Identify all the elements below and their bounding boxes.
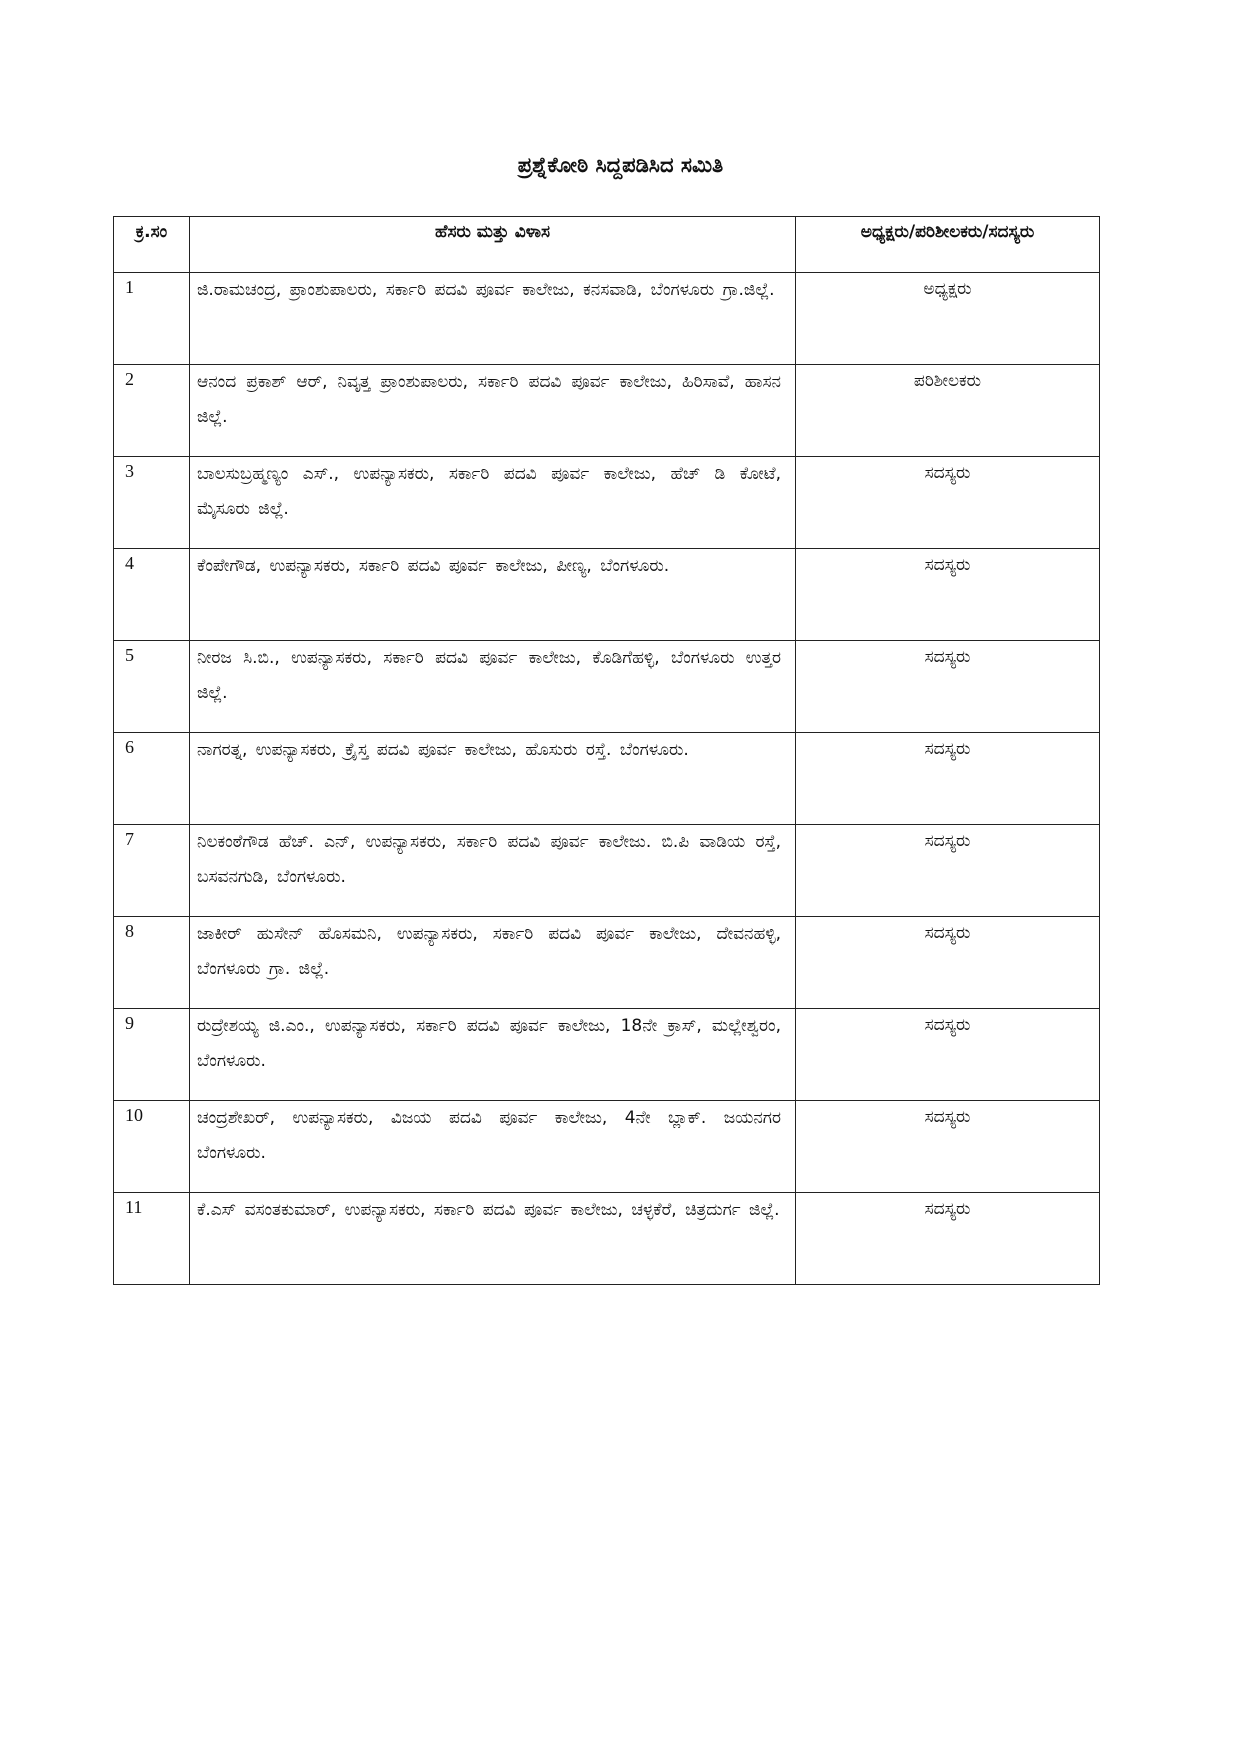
name-address-cell: ಕೆಂಪೇಗೌಡ, ಉಪನ್ಯಾಸಕರು, ಸರ್ಕಾರಿ ಪದವಿ ಪೂರ್ವ ಕಾಲೇಜು, ಪೀಣ್ಯ, ಬೆಂಗಳೂರು. [190,549,796,641]
role-cell: ಸದಸ್ಯರು [796,1193,1100,1285]
table-row [114,457,1100,549]
role-cell: ಸದಸ್ಯರು [796,917,1100,1009]
role-cell: ಪರಿಶೀಲಕರು [796,365,1100,457]
serial-cell: 8 [114,917,190,1009]
role-cell: ಸದಸ್ಯರು [796,641,1100,733]
role-cell: ಸದಸ್ಯರು [796,1009,1100,1101]
name-address-cell: ನಿಲಕಂಠೆಗೌಡ ಹೆಚ್. ಎನ್, ಉಪನ್ಯಾಸಕರು, ಸರ್ಕಾರಿ ಪದವಿ ಪೂರ್ವ ಕಾಲೇಜು. ಬಿ.ಪಿ ವಾಡಿಯ ರಸ್ತೆ, ಬಸವನಗುಡಿ, ಬೆಂಗಳೂರು. [190,825,796,917]
serial-cell: 5 [114,641,190,733]
serial-cell: 3 [114,457,190,549]
role-cell: ಸದಸ್ಯರು [796,1101,1100,1193]
role-cell: ಅಧ್ಯಕ್ಷರು [796,273,1100,365]
table-header-row [114,217,1100,273]
header-role: ಅಧ್ಯಕ್ಷರು/ಪರಿಶೀಲಕರು/ಸದಸ್ಯರು [796,217,1100,273]
page-title: ಪ್ರಶ್ನೆಕೋಠಿ ಸಿದ್ದಪಡಿಸಿದ ಸಮಿತಿ [517,153,724,177]
role-cell: ಸದಸ್ಯರು [796,457,1100,549]
committee-table [113,216,1100,1285]
header-name-address: ಹೆಸರು ಮತ್ತು ವಿಳಾಸ [190,217,796,273]
role-cell: ಸದಸ್ಯರು [796,733,1100,825]
header-serial: ಕ್ರ.ಸಂ [114,217,190,273]
name-address-cell: ನಾಗರತ್ನ, ಉಪನ್ಯಾಸಕರು, ಕ್ರೈಸ್ತ ಪದವಿ ಪೂರ್ವ ಕಾಲೇಜು, ಹೊಸುರು ರಸ್ತೆ. ಬೆಂಗಳೂರು. [190,733,796,825]
serial-cell: 4 [114,549,190,641]
name-address-cell: ಬಾಲಸುಬ್ರಹ್ಮಣ್ಯಂ ಎಸ್., ಉಪನ್ಯಾಸಕರು, ಸರ್ಕಾರಿ ಪದವಿ ಪೂರ್ವ ಕಾಲೇಜು, ಹೆಚ್ ಡಿ ಕೋಟೆ, ಮೈಸೂರು ಜಿಲ್ಲೆ. [190,457,796,549]
serial-cell: 10 [114,1101,190,1193]
name-address-cell: ಆನಂದ ಪ್ರಕಾಶ್ ಆರ್, ನಿವೃತ್ತ ಪ್ರಾಂಶುಪಾಲರು, ಸರ್ಕಾರಿ ಪದವಿ ಪೂರ್ವ ಕಾಲೇಜು, ಹಿರಿಸಾವೆ, ಹಾಸನ ಜಿಲ್ಲೆ. [190,365,796,457]
table-row [114,1101,1100,1193]
name-address-cell: ಜಾಕೀರ್ ಹುಸೇನ್ ಹೊಸಮನಿ, ಉಪನ್ಯಾಸಕರು, ಸರ್ಕಾರಿ ಪದವಿ ಪೂರ್ವ ಕಾಲೇಜು, ದೇವನಹಳ್ಳಿ, ಬೆಂಗಳೂರು ಗ್ರಾ. ಜಿಲ್ಲೆ. [190,917,796,1009]
name-address-cell: ರುದ್ರೇಶಯ್ಯ ಜಿ.ಎಂ., ಉಪನ್ಯಾಸಕರು, ಸರ್ಕಾರಿ ಪದವಿ ಪೂರ್ವ ಕಾಲೇಜು, 18ನೇ ಕ್ರಾಸ್, ಮಲ್ಲೇಶ್ವರಂ, ಬೆಂಗಳೂರು. [190,1009,796,1101]
serial-cell: 11 [114,1193,190,1285]
table-row [114,273,1100,365]
name-address-cell: ಜಿ.ರಾಮಚಂದ್ರ, ಪ್ರಾಂಶುಪಾಲರು, ಸರ್ಕಾರಿ ಪದವಿ ಪೂರ್ವ ಕಾಲೇಜು, ಕನಸವಾಡಿ, ಬೆಂಗಳೂರು ಗ್ರಾ.ಜಿಲ್ಲೆ. [190,273,796,365]
table-row [114,917,1100,1009]
serial-cell: 2 [114,365,190,457]
serial-cell: 9 [114,1009,190,1101]
name-address-cell: ಚಂದ್ರಶೇಖರ್, ಉಪನ್ಯಾಸಕರು, ವಿಜಯ ಪದವಿ ಪೂರ್ವ ಕಾಲೇಜು, 4ನೇ ಬ್ಲಾಕ್. ಜಯನಗರ ಬೆಂಗಳೂರು. [190,1101,796,1193]
name-address-cell: ನೀರಜ ಸಿ.ಬಿ., ಉಪನ್ಯಾಸಕರು, ಸರ್ಕಾರಿ ಪದವಿ ಪೂರ್ವ ಕಾಲೇಜು, ಕೊಡಿಗೆಹಳ್ಳಿ, ಬೆಂಗಳೂರು ಉತ್ತರ ಜಿಲ್ಲೆ. [190,641,796,733]
serial-cell: 7 [114,825,190,917]
table-row [114,641,1100,733]
serial-cell: 6 [114,733,190,825]
table-row [114,733,1100,825]
table-row [114,1009,1100,1101]
table-row [114,365,1100,457]
table-row [114,549,1100,641]
table-row [114,1193,1100,1285]
role-cell: ಸದಸ್ಯರು [796,825,1100,917]
role-cell: ಸದಸ್ಯರು [796,549,1100,641]
table-row [114,825,1100,917]
serial-cell: 1 [114,273,190,365]
name-address-cell: ಕೆ.ಎಸ್ ವಸಂತಕುಮಾರ್, ಉಪನ್ಯಾಸಕರು, ಸರ್ಕಾರಿ ಪದವಿ ಪೂರ್ವ ಕಾಲೇಜು, ಚಳ್ಳಕೆರೆ, ಚಿತ್ರದುರ್ಗ ಜಿಲ್ಲೆ. [190,1193,796,1285]
